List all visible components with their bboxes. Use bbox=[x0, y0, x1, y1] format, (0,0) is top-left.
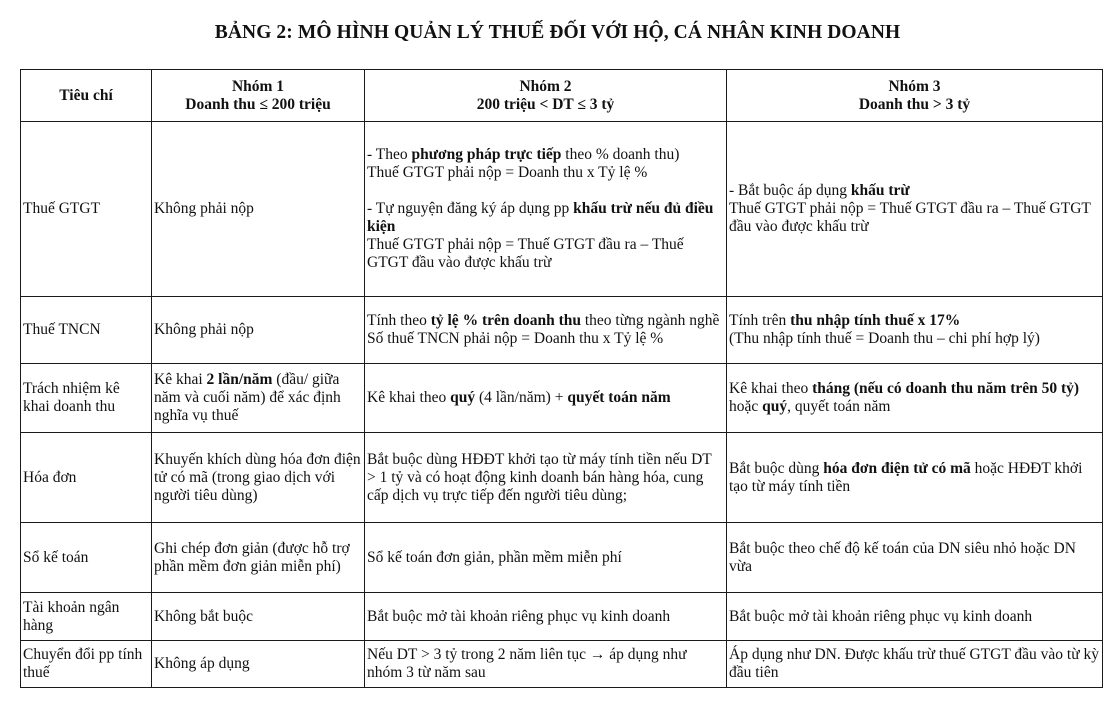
group-2-range: 200 triệu < DT ≤ 3 tỷ bbox=[476, 95, 615, 113]
tax-model-table bbox=[20, 69, 1103, 688]
group-3-cell bbox=[727, 122, 1103, 297]
cell-paragraph: Tính trên thu nhập tính thuế x 17% bbox=[729, 312, 961, 329]
header-group-1 bbox=[152, 70, 365, 122]
group-3-cell: Bắt buộc dùng hóa đơn điện tử có mã hoặc HĐĐT khởi tạo từ máy tính tiền bbox=[727, 433, 1103, 523]
cell-paragraph: - Tự nguyện đăng ký áp dụng pp khấu trừ nếu đủ điều kiện bbox=[367, 200, 714, 235]
group-2-cell: Nếu DT > 3 tỷ trong 2 năm liên tục → áp dụng như nhóm 3 từ năm sau bbox=[365, 641, 727, 688]
cell-paragraph: - Theo phương pháp trực tiếp theo % doanh thu) bbox=[367, 146, 680, 163]
criteria-cell: Chuyển đổi pp tính thuế bbox=[21, 641, 152, 688]
group-3-cell bbox=[727, 297, 1103, 364]
table-row bbox=[21, 641, 1103, 688]
header-row bbox=[21, 70, 1103, 122]
group-1-cell: Kê khai 2 lần/năm (đầu/ giữa năm và cuối năm) để xác định nghĩa vụ thuế bbox=[152, 364, 365, 433]
criteria-cell: Thuế TNCN bbox=[21, 297, 152, 364]
criteria-cell: Thuế GTGT bbox=[21, 122, 152, 297]
group-3-cell: Bắt buộc mở tài khoản riêng phục vụ kinh doanh bbox=[727, 593, 1103, 641]
page-title: BẢNG 2: MÔ HÌNH QUẢN LÝ THUẾ ĐỐI VỚI HỘ, CÁ NHÂN KINH DOANH bbox=[214, 22, 901, 43]
group-2-cell bbox=[365, 122, 727, 297]
cell-paragraph: Thuế GTGT phải nộp = Doanh thu x Tỷ lệ % bbox=[367, 164, 648, 181]
group-1-name: Nhóm 1 bbox=[231, 77, 285, 95]
group-3-range: Doanh thu > 3 tỷ bbox=[858, 95, 971, 113]
group-3-cell: Áp dụng như DN. Được khấu trừ thuế GTGT đầu vào từ kỳ đầu tiên bbox=[727, 641, 1103, 688]
table-row bbox=[21, 364, 1103, 433]
group-1-cell: Khuyến khích dùng hóa đơn điện tử có mã (trong giao dịch với người tiêu dùng) bbox=[152, 433, 365, 523]
cell-paragraph: Thuế GTGT phải nộp = Thuế GTGT đầu ra – Thuế GTGT đầu vào được khấu trừ bbox=[367, 236, 684, 271]
cell-paragraph: - Bắt buộc áp dụng khấu trừ bbox=[729, 182, 910, 199]
group-1-cell: Không phải nộp bbox=[152, 297, 365, 364]
cell-paragraph: Số thuế TNCN phải nộp = Doanh thu x Tỷ lệ % bbox=[367, 330, 664, 347]
table-row bbox=[21, 122, 1103, 297]
group-3-cell: Bắt buộc theo chế độ kế toán của DN siêu nhỏ hoặc DN vừa bbox=[727, 523, 1103, 593]
group-1-cell: Không bắt buộc bbox=[152, 593, 365, 641]
table-row bbox=[21, 523, 1103, 593]
group-2-cell: Sổ kế toán đơn giản, phần mềm miễn phí bbox=[365, 523, 727, 593]
header-group-2 bbox=[365, 70, 727, 122]
criteria-cell: Hóa đơn bbox=[21, 433, 152, 523]
group-2-cell bbox=[365, 297, 727, 364]
group-2-cell: Bắt buộc dùng HĐĐT khởi tạo từ máy tính tiền nếu DT > 1 tỷ và có hoạt động kinh doanh bán hàng hóa, cung cấp dịch vụ trực tiếp đến người tiêu dùng; bbox=[365, 433, 727, 523]
group-2-cell: Kê khai theo quý (4 lần/năm) + quyết toán năm bbox=[365, 364, 727, 433]
group-1-cell: Ghi chép đơn giản (được hỗ trợ phần mềm đơn giản miễn phí) bbox=[152, 523, 365, 593]
criteria-cell: Sổ kế toán bbox=[21, 523, 152, 593]
group-2-name: Nhóm 2 bbox=[519, 77, 572, 95]
table-row bbox=[21, 593, 1103, 641]
group-1-cell: Không áp dụng bbox=[152, 641, 365, 688]
cell-paragraph: Thuế GTGT phải nộp = Thuế GTGT đầu ra – Thuế GTGT đầu vào được khấu trừ bbox=[729, 200, 1091, 235]
group-1-cell: Không phải nộp bbox=[152, 122, 365, 297]
table-row bbox=[21, 297, 1103, 364]
header-group-3 bbox=[727, 70, 1103, 122]
group-2-cell: Bắt buộc mở tài khoản riêng phục vụ kinh doanh bbox=[365, 593, 727, 641]
group-1-range: Doanh thu ≤ 200 triệu bbox=[185, 95, 331, 113]
criteria-cell: Tài khoản ngân hàng bbox=[21, 593, 152, 641]
cell-paragraph: (Thu nhập tính thuế = Doanh thu – chi phí hợp lý) bbox=[729, 330, 1040, 347]
cell-paragraph: Tính theo tỷ lệ % trên doanh thu theo từng ngành nghề bbox=[367, 312, 720, 329]
header-criteria: Tiêu chí bbox=[21, 70, 152, 122]
criteria-cell: Trách nhiệm kê khai doanh thu bbox=[21, 364, 152, 433]
group-3-name: Nhóm 3 bbox=[888, 77, 941, 95]
group-3-cell: Kê khai theo tháng (nếu có doanh thu năm trên 50 tỷ) hoặc quý, quyết toán năm bbox=[727, 364, 1103, 433]
table-row bbox=[21, 433, 1103, 523]
